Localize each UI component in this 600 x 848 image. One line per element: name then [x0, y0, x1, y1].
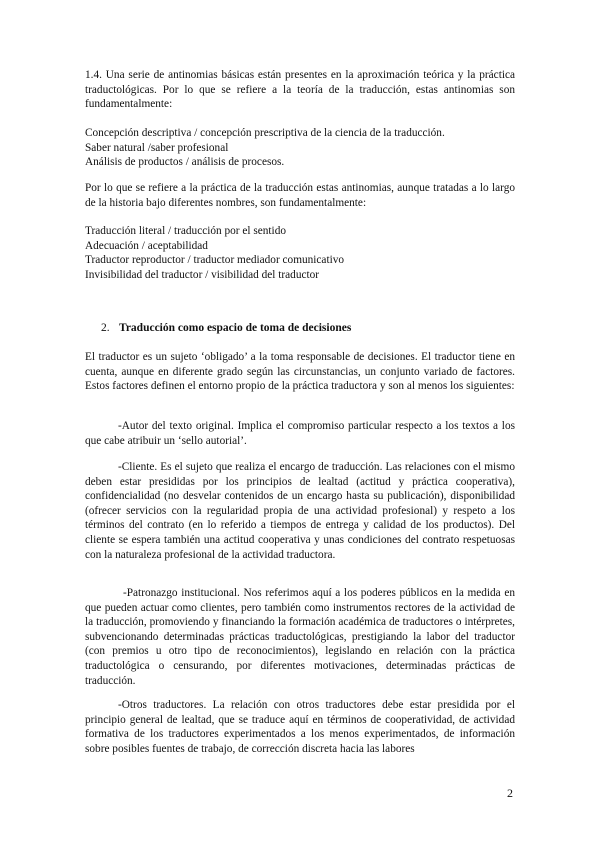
list-item: Saber natural /saber profesional [85, 141, 229, 154]
list-item: Adecuación / aceptabilidad [85, 239, 208, 252]
list-item: Concepción descriptiva / concepción prescriptiva de la ciencia de la traducción. [85, 127, 445, 139]
list-item: Invisibilidad del traductor / visibilidad del traductor [85, 268, 320, 281]
practice-intro-paragraph: Por lo que se refiere a la práctica de la traducción estas antinomias, aunque tratadas a lo largo de la historia bajo diferentes nombres, son fundamentalmente: [85, 182, 515, 209]
section2-title: Traducción como espacio de toma de decisiones [119, 322, 352, 334]
page-number: 2 [507, 786, 513, 800]
factor-patronage-paragraph: -Patronazgo institucional. Nos referimos aquí a los poderes públicos en la medida en que pueden actuar como clientes, pero también como instrumentos rectores de la actividad de la traducción, promoviendo y financiando la formación académica de traductores o intérpretes, subvencionando determinadas prácticas traductológicas, prestigiando la labor del traductor (con premios u otro tipo de reconocimientos), legislando en relación con la práctica traductológica o censurando, por diferentes motivaciones, determinadas prácticas de traducción. [85, 587, 515, 687]
list-item: Traductor reproductor / traductor mediador comunicativo [85, 254, 345, 267]
section2-heading [85, 322, 351, 334]
section2-intro-paragraph: El traductor es un sujeto ‘obligado’ a la toma responsable de decisiones. El traductor tiene en cuenta, aunque en diferente grado según las circunstancias, un conjunto variado de factores. Estos factores definen el entorno propio de la práctica traductora y son al menos los siguientes: [85, 351, 515, 393]
factor-other-translators-paragraph: -Otros traductores. La relación con otros traductores debe estar presidida por el principio general de lealtad, que se traduce aquí en términos de cooperatividad, de actividad formativa de los traductores experimentados a los menos experimentados, de información sobre posibles fuentes de trabajo, de corrección discreta hacia las labores [85, 699, 515, 755]
list-item: Análisis de productos / análisis de procesos. [85, 156, 285, 169]
factor-author-paragraph: -Autor del texto original. Implica el compromiso particular respecto a los textos a los que cabe atribuir un ‘sello autorial’. [85, 420, 515, 447]
practice-antinomies-list [85, 224, 344, 282]
factor-client-paragraph: -Cliente. Es el sujeto que realiza el encargo de traducción. Las relaciones con el mismo deben estar presididas por los principios de lealtad (actitud y práctica cooperativa), confidencialidad (no desvelar contenidos de un encargo hasta su publicación), disponibilidad (ofrecer servicios con la regularidad propia de una actividad profesional) y respeto a los términos del contrato (en lo referido a tiempos de entrega y calidad de los productos). Del cliente se espera también una actitud cooperativa y unas condiciones del contrato respetuosas con la naturaleza profesional de la actividad traductora. [85, 461, 515, 561]
list-item: Traducción literal / traducción por el sentido [85, 225, 286, 237]
section1-intro-paragraph: 1.4. Una serie de antinomias básicas están presentes en la aproximación teórica y la práctica traductológicas. Por lo que se refiere a la teoría de la traducción, estas antinomias son fundamentalmente: [85, 69, 515, 111]
section2-number: 2. [101, 322, 110, 334]
theory-antinomies-list [85, 126, 445, 170]
